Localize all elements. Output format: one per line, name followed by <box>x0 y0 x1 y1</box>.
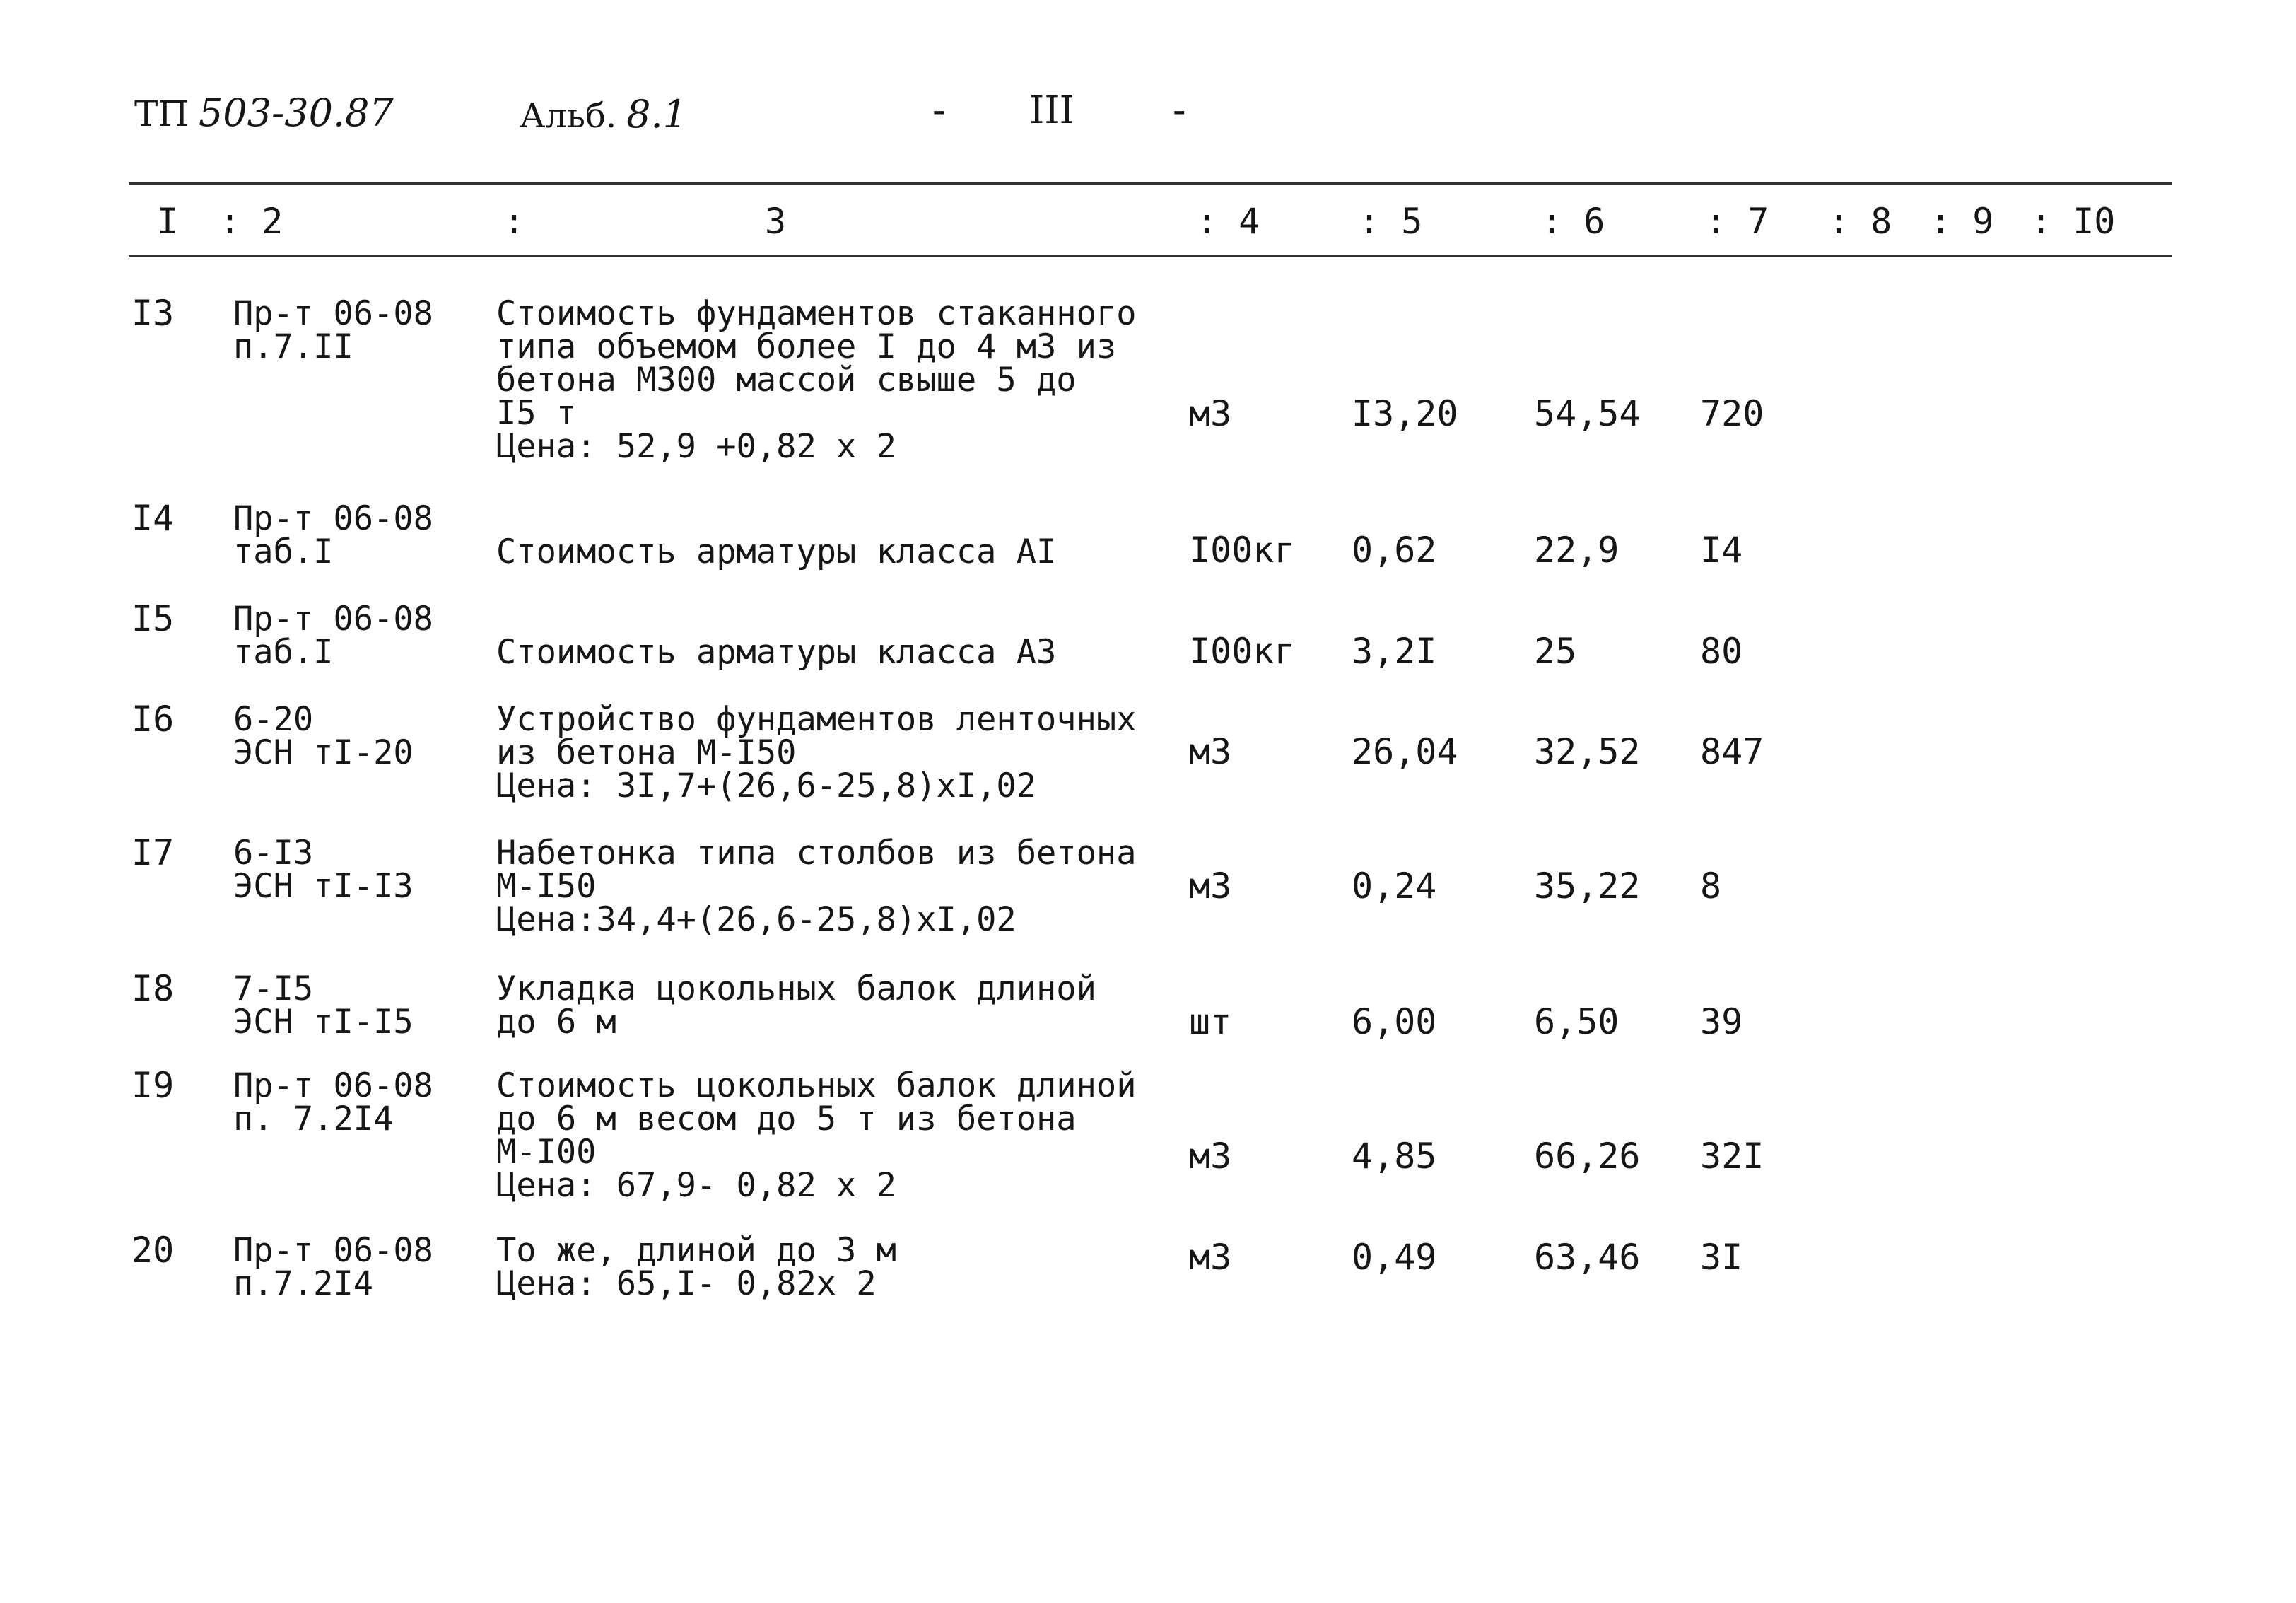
row-number: 20 <box>131 1230 175 1271</box>
row-number: I5 <box>131 598 175 639</box>
row-total: 3I <box>1700 1237 1743 1278</box>
row-number: I6 <box>131 699 175 740</box>
album-number-handwritten: 8.1 <box>626 92 688 136</box>
row-unit-price: 35,22 <box>1534 865 1641 907</box>
row-unit: I00кг <box>1189 530 1296 571</box>
row-quantity: 0,24 <box>1352 865 1437 907</box>
row-reference: Пр-т 06-08 п. 7.2I4 <box>233 1066 433 1138</box>
row-unit: шт <box>1189 1001 1232 1042</box>
row-unit: м3 <box>1189 865 1232 907</box>
row-total: I4 <box>1700 530 1743 571</box>
row-number: I4 <box>131 498 175 539</box>
row-number: I3 <box>131 293 175 334</box>
row-quantity: I3,20 <box>1352 393 1458 434</box>
row-unit: I00кг <box>1189 631 1296 672</box>
column-header-6: : 6 <box>1541 201 1605 242</box>
table-header-rule <box>129 255 2172 257</box>
row-reference: 6-I3 ЭСН тI-I3 <box>233 834 414 906</box>
album-label: Альб. <box>520 96 617 136</box>
row-description: Стоимость арматуры класса АI <box>496 532 1057 571</box>
row-number: I8 <box>131 968 175 1009</box>
row-quantity: 0,62 <box>1352 530 1437 571</box>
row-description: Стоимость арматуры класса А3 <box>496 633 1057 672</box>
row-unit: м3 <box>1189 731 1232 772</box>
column-header-5: : 5 <box>1359 201 1423 242</box>
document-code-prefix: ТП <box>134 93 189 134</box>
row-unit: м3 <box>1189 1237 1232 1278</box>
column-header-4: : 4 <box>1196 201 1260 242</box>
row-quantity: 3,2I <box>1352 631 1437 672</box>
row-description: Стоимость цокольных балок длиной до 6 м весом до 5 т из бетона М-I00 Цена: 67,9- 0,82 х 2 <box>496 1066 1137 1205</box>
column-header-1: I <box>157 201 179 242</box>
row-unit-price: 54,54 <box>1534 393 1641 434</box>
row-total: 8 <box>1700 865 1722 907</box>
row-total: 32I <box>1700 1136 1764 1177</box>
row-unit-price: 22,9 <box>1534 530 1620 571</box>
row-quantity: 6,00 <box>1352 1001 1437 1042</box>
column-header-8: : 8 <box>1828 201 1892 242</box>
column-header-7: : 7 <box>1705 201 1769 242</box>
row-quantity: 0,49 <box>1352 1237 1437 1278</box>
row-description: Укладка цокольных балок длиной до 6 м <box>496 969 1096 1042</box>
column-header-3: 3 <box>765 201 787 242</box>
row-quantity: 26,04 <box>1352 731 1458 772</box>
album-reference <box>520 92 687 136</box>
row-reference: Пр-т 06-08 п.7.II <box>233 294 433 366</box>
column-header-10: : I0 <box>2030 201 2116 242</box>
row-reference: 7-I5 ЭСН тI-I5 <box>233 969 414 1042</box>
row-unit: м3 <box>1189 393 1232 434</box>
column-header-3-separator: : <box>503 201 525 242</box>
row-reference: Пр-т 06-08 таб.I <box>233 600 433 672</box>
table-top-rule <box>129 182 2172 185</box>
row-reference: 6-20 ЭСН тI-20 <box>233 700 414 772</box>
row-total: 720 <box>1700 393 1764 434</box>
row-description: То же, длиной до 3 м Цена: 65,I- 0,82х 2 <box>496 1231 896 1303</box>
row-unit-price: 66,26 <box>1534 1136 1641 1177</box>
row-number: I7 <box>131 832 175 873</box>
row-unit-price: 6,50 <box>1534 1001 1620 1042</box>
document-code-handwritten: 503-30.87 <box>198 91 394 135</box>
page-number: III <box>1029 88 1074 132</box>
page-dash-left: - <box>927 88 951 132</box>
row-description: Набетонка типа столбов из бетона М-I50 Цена:34,4+(26,6-25,8)хI,02 <box>496 834 1137 939</box>
document-code <box>134 91 394 135</box>
row-unit-price: 25 <box>1534 631 1577 672</box>
row-description: Стоимость фундаментов стаканного типа объемом более I до 4 м3 из бетона М300 массой свыше 5 до I5 т Цена: 52,9 +0,82 х 2 <box>496 294 1137 466</box>
row-quantity: 4,85 <box>1352 1136 1437 1177</box>
row-total: 80 <box>1700 631 1743 672</box>
row-total: 39 <box>1700 1001 1743 1042</box>
row-number: I9 <box>131 1065 175 1106</box>
page-dash-right: - <box>1168 88 1191 132</box>
row-reference: Пр-т 06-08 таб.I <box>233 499 433 571</box>
row-unit: м3 <box>1189 1136 1232 1177</box>
row-unit-price: 32,52 <box>1534 731 1641 772</box>
row-total: 847 <box>1700 731 1764 772</box>
column-header-9: : 9 <box>1930 201 1994 242</box>
column-header-2: : 2 <box>219 201 283 242</box>
row-reference: Пр-т 06-08 п.7.2I4 <box>233 1231 433 1303</box>
row-unit-price: 63,46 <box>1534 1237 1641 1278</box>
row-description: Устройство фундаментов ленточных из бетона М-I50 Цена: 3I,7+(26,6-25,8)хI,02 <box>496 700 1137 805</box>
